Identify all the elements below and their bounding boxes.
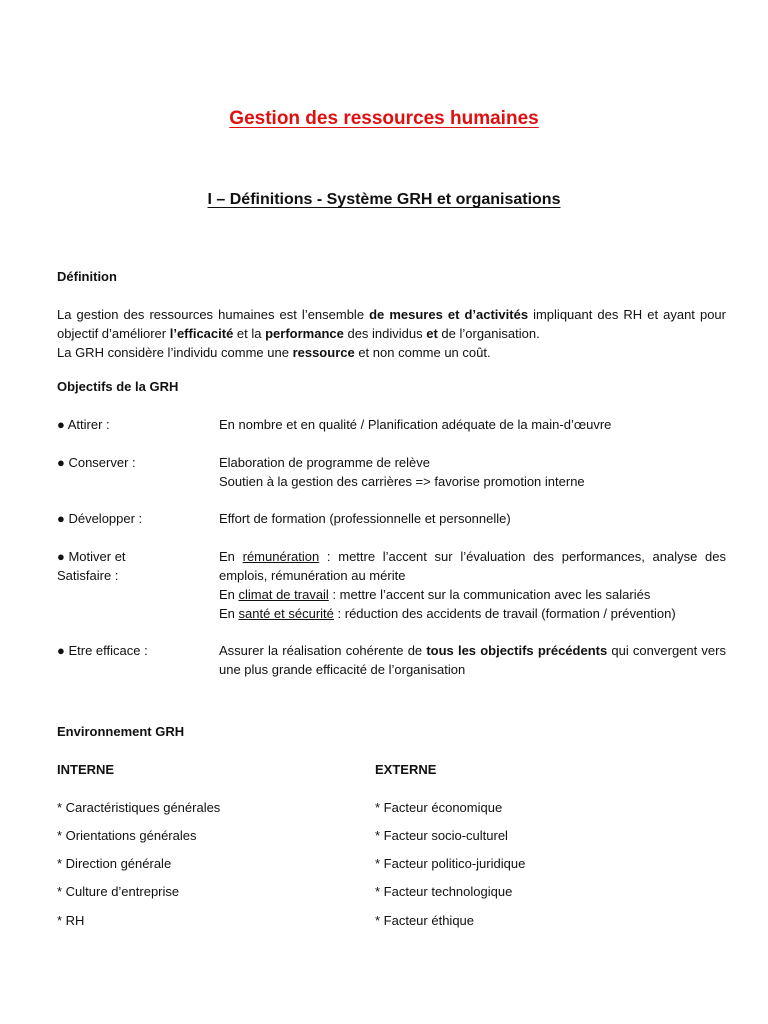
definition-heading: Définition: [57, 269, 117, 284]
text-run: En: [219, 549, 243, 564]
list-item: * Facteur politico-juridique: [375, 856, 526, 871]
text-run: et la: [233, 326, 266, 341]
section-title: I – Définitions - Système GRH et organisations: [207, 191, 561, 208]
list-item: * Culture d’entreprise: [57, 884, 180, 899]
text-run-bold: l’efficacité: [169, 326, 234, 341]
text-run-underlined: santé et sécurité: [238, 606, 334, 621]
list-item: * RH: [57, 913, 85, 928]
text-run: : mettre l’accent sur la communication avec les salariés: [328, 587, 651, 602]
list-item: * Orientations générales: [57, 828, 197, 843]
interne-heading: INTERNE: [57, 762, 115, 777]
objectif-attirer-text: En nombre et en qualité / Planification adéquate de la main-d’œuvre: [219, 417, 612, 432]
list-item: * Facteur éthique: [375, 913, 475, 928]
text-run: de l’organisation.: [437, 326, 540, 341]
motiver-line-remuneration: [219, 547, 726, 585]
document-title: Gestion des ressources humaines: [229, 108, 539, 129]
text-run: : mettre l’accent sur l’évaluation des performances, analyse des emplois, rémunération au mérite: [219, 549, 726, 583]
text-run: : réduction des accidents de travail (formation / prévention): [333, 606, 676, 621]
motiver-line-climat: [219, 585, 726, 604]
externe-heading: EXTERNE: [375, 762, 437, 777]
motiver-line-sante: [219, 604, 726, 623]
text-run-underlined: climat de travail: [238, 587, 329, 602]
text-run: La GRH considère l’individu comme une: [57, 345, 293, 360]
text-line: Elaboration de programme de relève: [219, 455, 431, 470]
objectif-conserver-label: ● Conserver :: [57, 455, 136, 470]
text-run: des individus: [343, 326, 427, 341]
objectifs-heading: Objectifs de la GRH: [57, 379, 179, 394]
objectif-efficace-label: ● Etre efficace :: [57, 643, 148, 658]
objectif-efficace-text: [219, 641, 726, 679]
definition-paragraph-1: [57, 305, 726, 343]
text-run-bold: performance: [265, 326, 344, 341]
environnement-heading: Environnement GRH: [57, 724, 185, 739]
list-item: * Facteur technologique: [375, 884, 513, 899]
objectif-motiver-label: [57, 547, 207, 585]
text-run: En: [219, 606, 239, 621]
label-line: Satisfaire :: [57, 568, 119, 583]
text-run: La gestion des ressources humaines est l’ensemble: [57, 307, 370, 322]
text-run: Assurer la réalisation cohérente de: [219, 643, 427, 658]
text-run-bold: de mesures et d’activités: [369, 307, 529, 322]
objectif-conserver-text: [219, 453, 726, 491]
label-line: ● Motiver et: [57, 549, 126, 564]
objectif-motiver-text: [219, 547, 726, 623]
objectif-attirer-label: ● Attirer :: [57, 417, 110, 432]
text-run: qui convergent vers une plus grande efficacité de l’organisation: [219, 643, 726, 677]
text-run-underlined: rémunération: [242, 549, 320, 564]
definition-paragraph-2: [57, 343, 491, 362]
list-item: * Direction générale: [57, 856, 172, 871]
text-run-bold: ressource: [292, 345, 355, 360]
text-line: Soutien à la gestion des carrières => favorise promotion interne: [219, 474, 585, 489]
text-run: En: [219, 587, 239, 602]
text-run-bold: tous les objectifs précédents: [426, 643, 608, 658]
text-run-bold: et: [426, 326, 438, 341]
text-run: et non comme un coût.: [354, 345, 491, 360]
objectif-developper-label: ● Développer :: [57, 511, 143, 526]
text-run: impliquant des RH et ayant pour objectif d’améliorer: [57, 307, 726, 341]
objectif-developper-text: Effort de formation (professionnelle et personnelle): [219, 511, 511, 526]
list-item: * Facteur économique: [375, 800, 503, 815]
list-item: * Caractéristiques générales: [57, 800, 221, 815]
list-item: * Facteur socio-culturel: [375, 828, 508, 843]
